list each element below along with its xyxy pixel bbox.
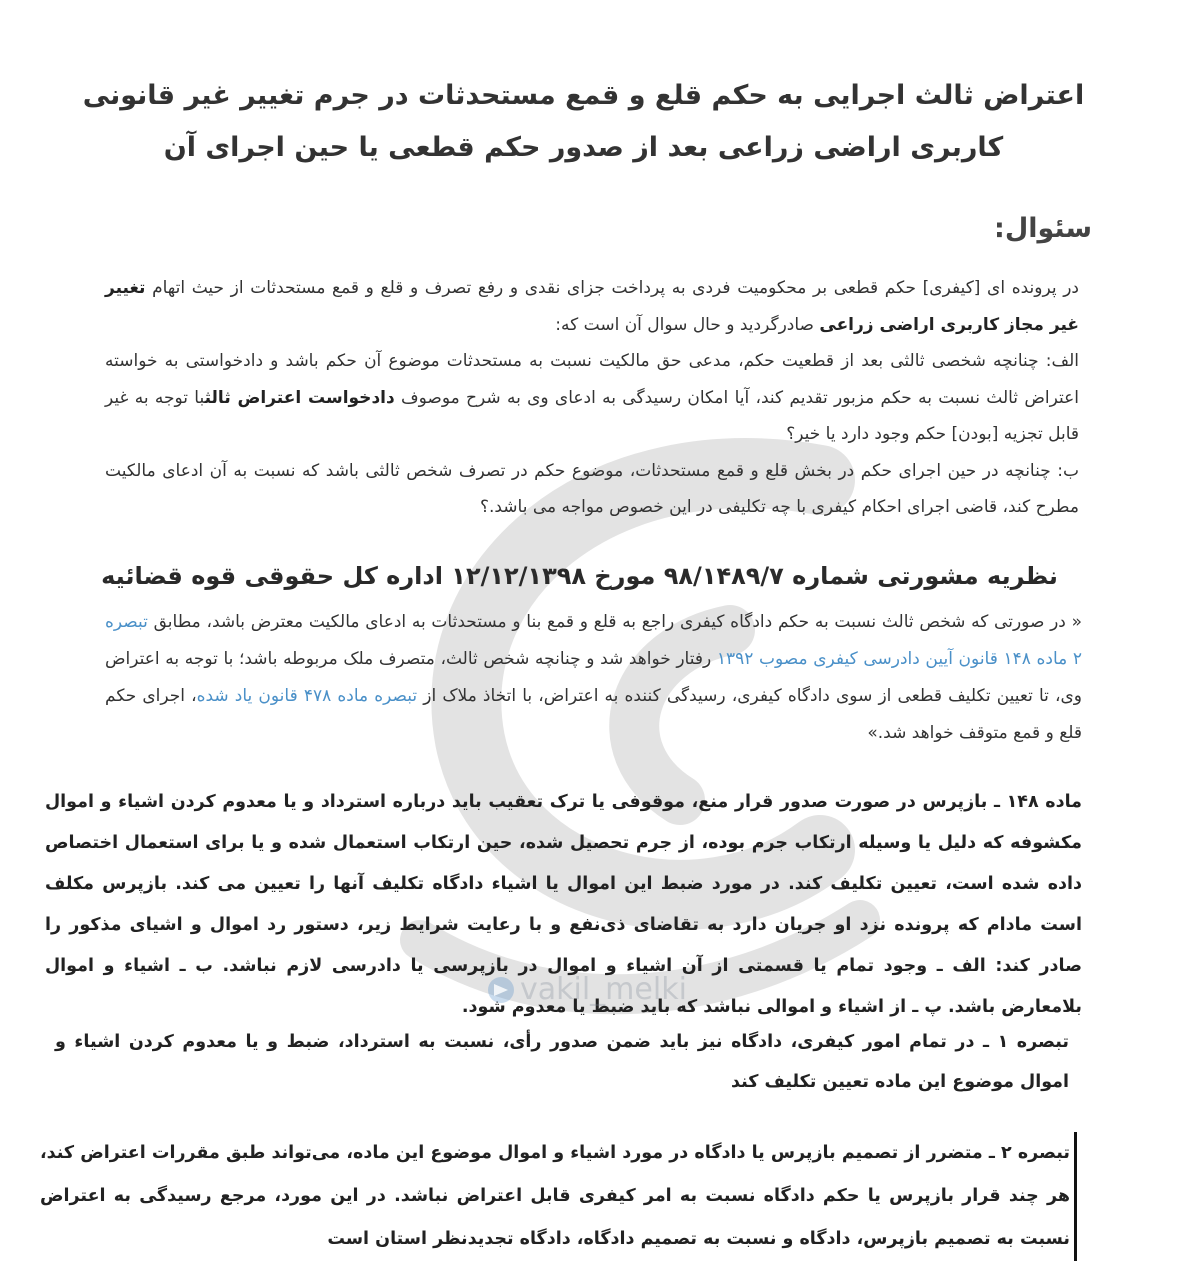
note-1-text: تبصره ۱ ـ در تمام امور کیفری، دادگاه نیز باید ضمن صدور رأی، نسبت به استرداد، ضبط و یا معدوم کردن اشیاء و اموال موضوع این ماده تعیین تکلیف کند [55, 1032, 1069, 1092]
question-p1-bold: تغییر غیر مجاز کاربری اراضی زراعی [105, 278, 1079, 335]
question-paragraph-alef [105, 343, 1079, 453]
opinion-body [105, 604, 1082, 752]
opinion-link-note2-article148[interactable]: تبصره ۲ ماده ۱۴۸ قانون آیین دادرسی کیفری مصوب ۱۳۹۲ [105, 612, 1082, 669]
note-1 [55, 1022, 1069, 1102]
question-p1-text-end: صادرگردید و حال سوال آن است که: [555, 314, 820, 335]
opinion-text-3: ، اجرای حکم قلع و قمع متوقف خواهد شد.» [105, 686, 1082, 743]
article-148 [45, 782, 1082, 1028]
document-title: اعتراض ثالث اجرایی به حکم قلع و قمع مستحدثات در جرم تغییر غیر قانونی کاربری اراضی زراعی بعد از صدور حکم قطعی یا حین اجرای آن [82, 80, 1085, 163]
question-heading: سئوال: [994, 213, 1092, 244]
article-148-text: ماده ۱۴۸ ـ بازپرس در صورت صدور قرار منع، موقوفی یا ترک تعقیب باید درباره استرداد و یا معدوم کردن اشیاء و اموال مکشوفه که دلیل یا وسیله ارتکاب جرم بوده، از جرم تحصیل شده، حین ارتکاب استعمال شده و یا برای استعمال اختصاص داده شده است، تعیین تکلیف کند. در مورد ضبط این اموال یا اشیاء دادگاه تکلیف آنها را تعیین می کند. بازپرس مکلف است مادام که پرونده نزد او جریان دارد به تقاضای ذی‌نفع و با رعایت شرایط زیر، دستور رد اموال و اشیای مذکور را صادر کند: الف ـ وجود تمام یا قسمتی از آن اشیاء و اموال در بازپرسی یا دادرسی لازم نباشد. ب ـ اشیاء و اموال بلامعارض باشد. پ ـ از اشیاء و اموالی نباشد که باید ضبط یا معدوم شود. [45, 792, 1083, 1017]
question-body [105, 270, 1079, 526]
question-paragraph-1 [105, 270, 1079, 343]
note-2 [40, 1132, 1077, 1261]
opinion-title: نظریه مشورتی شماره ۹۸/۱۴۸۹/۷ مورخ ۱۲/۱۲/۱۳۹۸ اداره کل حقوقی قوه قضائیه [101, 562, 1058, 590]
question-p2-bold: دادخواست اعتراض ثالث [204, 387, 395, 408]
question-paragraph-be: ب: چنانچه در حین اجرای حکم در بخش قلع و قمع مستحدثات، موضوع حکم در تصرف شخص ثالثی باشد که نسبت به آن ادعای مالکیت مطرح کند، قاضی اجرای احکام کیفری با چه تکلیفی در این خصوص مواجه می باشد.؟ [105, 460, 1079, 517]
opinion-link-note-article478[interactable]: تبصره ماده ۴۷۸ قانون یاد شده [196, 686, 418, 706]
opinion-text-2: رفتار خواهد شد و چنانچه شخص ثالث، متصرف ملک مربوطه باشد؛ با توجه به اعتراض وی، تا تعیین تکلیف قطعی از سوی دادگاه کیفری، رسیدگی کننده به اعتراض، با اتخاذ ملاک از [105, 649, 1082, 706]
question-p2-text: الف: چنانچه شخصی ثالثی بعد از قطعیت حکم، مدعی حق مالکیت نسبت به مستحدثات موضوع آن حکم باشد و دادخواستی به خواسته اعتراض ثالث نسبت به حکم مزبور تقدیم کند، آیا امکان رسیدگی به ادعای وی به شرح موصوف [105, 351, 1079, 408]
question-p1-text: در پرونده ای [کیفری] حکم قطعی بر محکومیت فردی به پرداخت جزای نقدی و رفع تصرف و قلع و قمع مستحدثات از حیث اتهام [145, 278, 1079, 298]
opinion-text-1: « در صورتی که شخص ثالث نسبت به حکم دادگاه کیفری راجع به قلع و قمع بنا و مستحدثات به ادعای مالکیت معترض باشد، مطابق [147, 612, 1082, 632]
note-2-text: تبصره ۲ ـ متضرر از تصمیم بازپرس یا دادگاه در مورد اشیاء و اموال موضوع این ماده، می‌تواند طبق مقررات اعتراض کند، هر چند قرار بازپرس یا حکم دادگاه نسبت به امر کیفری قابل اعتراض نباشد. در این مورد، مرجع رسیدگی به اعتراض نسبت به تصمیم بازپرس، دادگاه و نسبت به تصمیم دادگاه، دادگاه تجدیدنظر استان است [40, 1143, 1070, 1249]
opinion-paragraph [105, 604, 1082, 752]
watermark-handle-text: vakil_melki [520, 972, 687, 1007]
question-p2-text-end: با توجه به غیر قابل تجزیه [بودن] حکم وجود دارد یا خیر؟ [105, 387, 1079, 444]
